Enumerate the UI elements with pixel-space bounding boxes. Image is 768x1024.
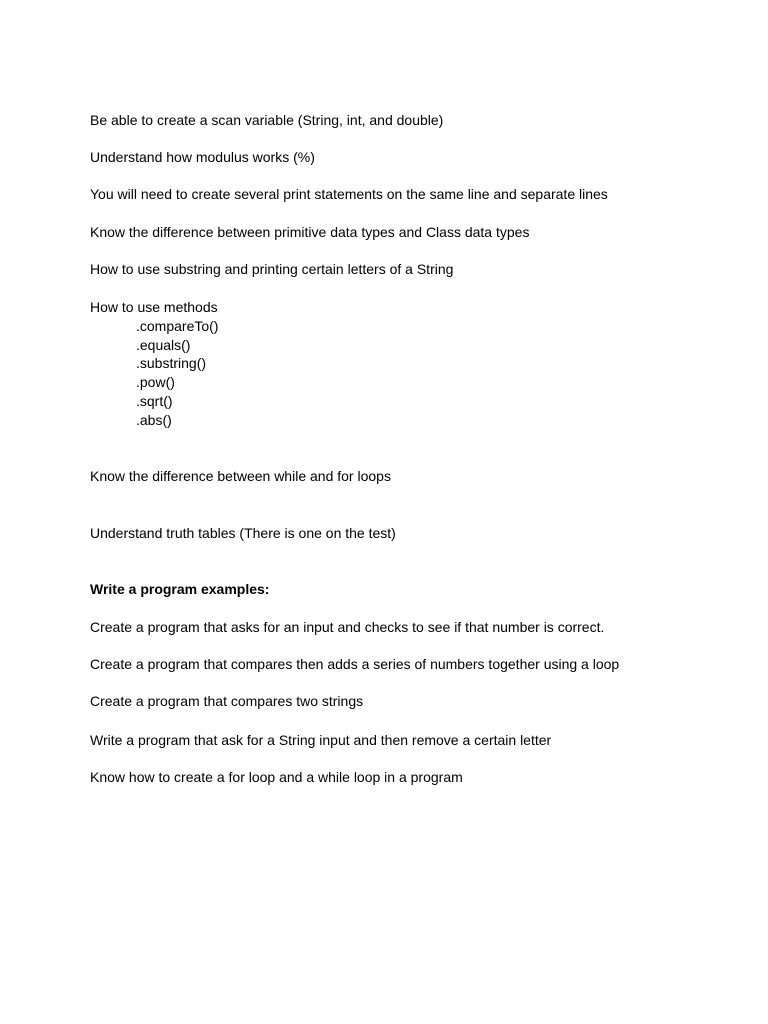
examples-heading: Write a program examples: xyxy=(90,581,270,597)
example-remove-letter: Write a program that ask for a String input and then remove a certain letter xyxy=(90,732,552,748)
topic-substring: How to use substring and printing certain letters of a String xyxy=(90,261,454,277)
example-compare-strings: Create a program that compares two strings xyxy=(90,693,364,709)
example-sum-loop: Create a program that compares then adds a series of numbers together using a loop xyxy=(90,656,620,672)
topic-print-statements: You will need to create several print statements on the same line and separate lines xyxy=(90,186,608,202)
topic-modulus: Understand how modulus works (%) xyxy=(90,149,315,165)
example-loops-program: Know how to create a for loop and a while loop in a program xyxy=(90,769,463,785)
method-equals: .equals() xyxy=(136,337,191,353)
method-pow: .pow() xyxy=(136,374,175,390)
method-sqrt: .sqrt() xyxy=(136,393,173,409)
topic-data-types: Know the difference between primitive data types and Class data types xyxy=(90,224,530,240)
method-abs: .abs() xyxy=(136,412,172,428)
topic-truth-tables: Understand truth tables (There is one on the test) xyxy=(90,525,396,541)
topic-loops: Know the difference between while and for loops xyxy=(90,468,391,484)
methods-heading: How to use methods xyxy=(90,299,218,315)
example-input-check: Create a program that asks for an input and checks to see if that number is correct. xyxy=(90,619,605,635)
topic-scan-variable: Be able to create a scan variable (String, int, and double) xyxy=(90,112,444,128)
method-compareto: .compareTo() xyxy=(136,318,219,334)
method-substring: .substring() xyxy=(136,355,207,371)
